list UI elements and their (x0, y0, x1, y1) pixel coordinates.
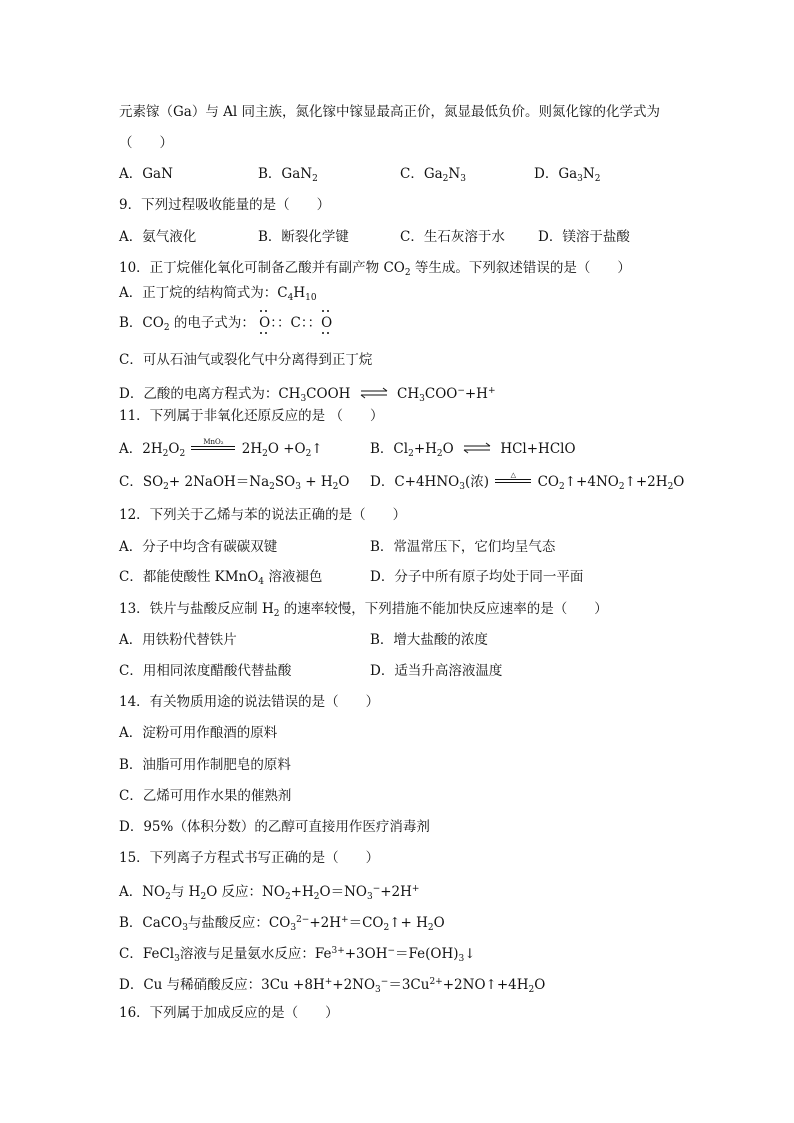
q9-option-c: C．生石灰溶于水 (400, 229, 505, 245)
q15-stem: 15．下列离子方程式书写正确的是（ ） (119, 850, 380, 866)
q12-option-c: C．都能使酸性 KMnO$_4$ 溶液褪色 (119, 569, 323, 587)
q9-option-d: D．镁溶于盐酸 (538, 229, 630, 245)
q8-option-b: B．GaN$_2$ (258, 166, 318, 184)
q12-option-d: D．分子中所有原子均处于同一平面 (370, 569, 584, 585)
reversible-arrow-icon (359, 387, 389, 399)
q12-option-b: B．常温常压下，它们均呈气态 (370, 539, 556, 555)
q8-option-a: A．GaN (119, 166, 173, 182)
q11-option-b: B．$Cl_2+H_2O$ HCl+HClO (370, 441, 576, 459)
catalyst-arrow-icon (191, 438, 235, 455)
q14-option-c: C．乙烯可用作水果的催熟剂 (119, 788, 292, 804)
q12-option-a: A．分子中均含有碳碳双键 (119, 539, 278, 555)
q13-option-b: B．增大盐酸的浓度 (370, 632, 488, 648)
reversible-arrow-icon (462, 442, 492, 454)
q8-option-c: C．$Ga_2N_3$ (400, 166, 466, 184)
q15-option-d: D．Cu 与稀硝酸反应：$3Cu +8H^++2NO_3^-=3Cu^{2+}+2NO↑+4H_2O$ (119, 977, 546, 995)
q10-option-d: D．乙酸的电离方程式为：$CH_3COOH$ $CH_3COO^-+H^+$ (119, 386, 496, 404)
q12-stem: 12．下列关于乙烯与苯的说法正确的是（ ） (119, 507, 407, 523)
q13-stem: 13．铁片与盐酸反应制 $H_2$ 的速率较慢，下列措施不能加快反应速率的是（ ） (119, 601, 608, 619)
oxygen-atom-right: O (321, 315, 333, 331)
q13-option-a: A．用铁粉代替铁片 (119, 632, 237, 648)
heat-arrow-icon (495, 471, 531, 488)
oxygen-atom-left: O (259, 315, 271, 331)
q15-option-b: B．CaCO$_3$与盐酸反应：$CO_3^{2-}+2H^+=CO_2↑+ H_2O$ (119, 915, 445, 933)
q14-stem: 14．有关物质用途的说法错误的是（ ） (119, 694, 380, 710)
q15-option-c: C．FeCl$_3$溶液与足量氨水反应：$Fe^{3+}+3OH^-=Fe(OH)_3↓$ (119, 946, 476, 964)
q10-option-b: B．$CO_2$ 的电子式为： O：：C：：O (119, 315, 333, 333)
heat-label: △ (510, 471, 516, 479)
carbon-double-bonds: ：：C：： (270, 315, 322, 331)
q9-option-b: B．断裂化学键 (258, 229, 349, 245)
q11-stem: 11．下列属于非氧化还原反应的是 （ ） (119, 408, 384, 424)
q13-option-d: D．适当升高溶液温度 (370, 663, 503, 679)
q8-option-d: D．$Ga_3N_2$ (534, 166, 601, 184)
q14-option-a: A．淀粉可用作酿酒的原料 (119, 725, 278, 741)
q9-option-a: A．氨气液化 (119, 229, 197, 245)
q11-option-a: A．$2H_2O_2$ MnO₂ $2H_2O$ $+O_2↑$ (119, 440, 323, 463)
q15-option-a: A．$NO_2$与 $H_2O$ 反应：$NO_2+H_2O=NO_3^-+2H^+$ (119, 884, 420, 902)
q9-stem: 9．下列过程吸收能量的是（ ） (119, 197, 331, 213)
q10-stem: 10．正丁烷催化氧化可制备乙酸并有副产物 $CO_2$ 等生成。下列叙述错误的是（ ） (119, 260, 631, 278)
q8-stem-line2: （ ） (119, 135, 173, 151)
q14-option-b: B．油脂可用作制肥皂的原料 (119, 757, 291, 773)
q16-stem: 16．下列属于加成反应的是（ ） (119, 1005, 339, 1021)
q8-stem-line1: 元素镓（Ga）与 Al 同主族，氮化镓中镓显最高正价，氮显最低负价。则氮化镓的化学式为 (119, 104, 660, 120)
q11-option-c: C．$SO_2+$ $2NaOH=Na_2SO_3 + H_2O$ (119, 474, 350, 492)
q13-option-c: C．用相同浓度醋酸代替盐酸 (119, 663, 292, 679)
q10-option-a: A．正丁烷的结构简式为：$C_4H_{10}$ (119, 285, 317, 303)
q11-option-d: D．$C+4HNO_3$(浓) △ $CO_2↑+4NO_2↑+2H_2O$ (370, 473, 684, 496)
q10-option-c: C．可从石油气或裂化气中分离得到正丁烷 (119, 352, 373, 368)
catalyst-label: MnO₂ (203, 438, 224, 446)
q14-option-d: D．95%（体积分数）的乙醇可直接用作医疗消毒剂 (119, 819, 430, 835)
